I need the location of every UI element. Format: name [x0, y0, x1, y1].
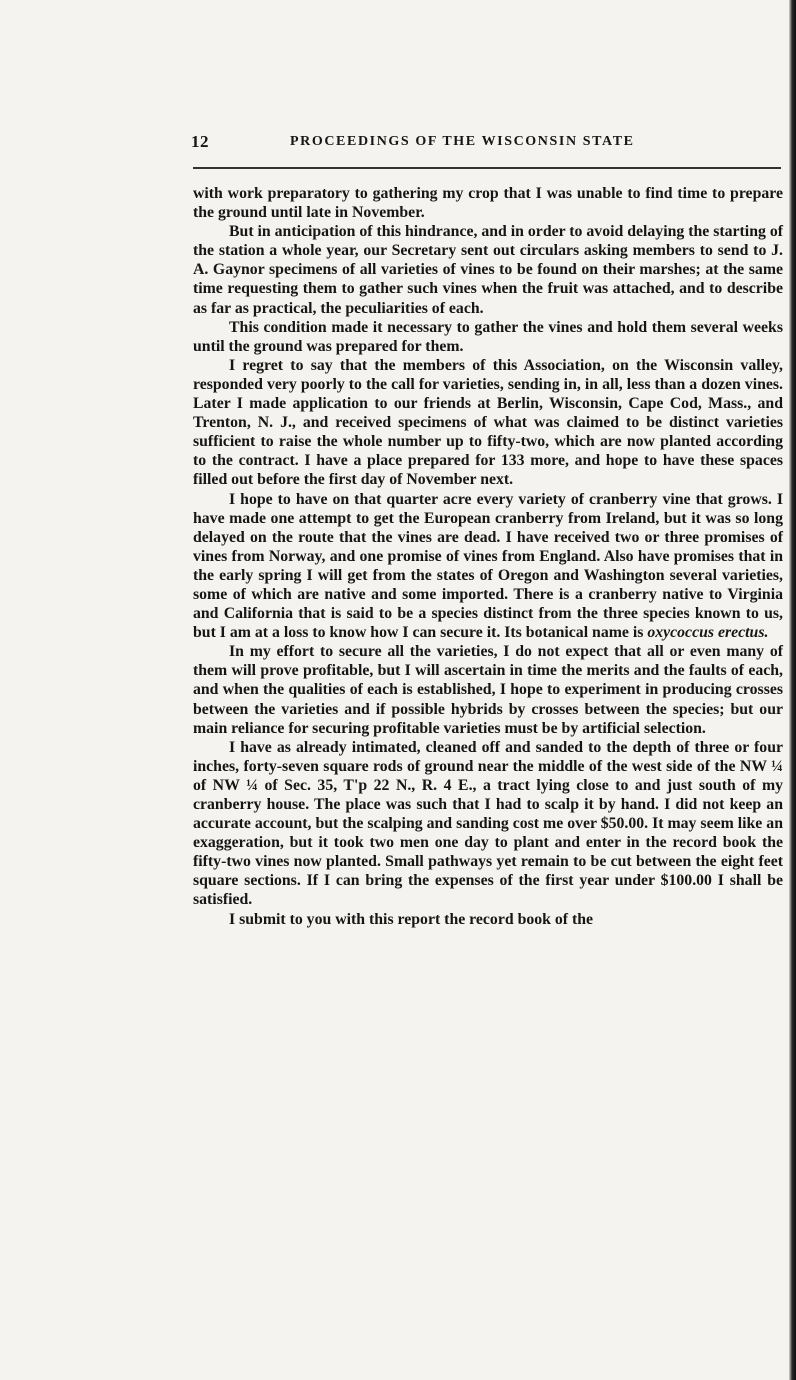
paragraph: This condition made it necessary to gather the vines and hold them several weeks until the ground was prepared for them. — [193, 318, 783, 355]
paragraph: In my effort to secure all the varieties, I do not expect that all or even many of them will prove profitable, but I will ascertain in time the merits and the faults of each, and when the qualities of each is established, I hope to experiment in producing crosses between the varieties and if possible hybrids by crosses between the species; but our main reliance for securing profitable varieties must be by artificial selection. — [193, 643, 783, 737]
paragraph: I have as already intimated, cleaned off and sanded to the depth of three or four inches, forty-seven square rods of ground near the middle of the west side of the NW ¼ of NW ¼ of Sec. 35, T'p 22 N., R. 4 E., a tract lying close to and just south of my cranberry house. The place was such that I had to scalp it by hand. I did not keep an accurate account, but the scalping and sanding cost me over $50.00. It may seem like an exaggeration, but it took two men one day to plant and enter in the record book the fifty-two vines now planted. Small pathways yet remain to be cut between the eight feet square sections. If I can bring the expenses of the first year under $100.00 I shall be satisfied. — [193, 738, 783, 909]
body-text — [193, 184, 783, 929]
running-title: PROCEEDINGS OF THE WISCONSIN STATE — [290, 134, 635, 149]
paragraph: I regret to say that the members of this Association, on the Wisconsin valley, responded very poorly to the call for varieties, sending in, in all, less than a dozen vines. Later I made application to our friends at Berlin, Wisconsin, Cape Cod, Mass., and Trenton, N. J., and received specimens of what was claimed to be distinct varieties sufficient to raise the whole number up to fifty-two, which are now planted according to the contract. I have a place prepared for 133 more, and hope to have these spaces filled out before the first day of November next. — [193, 356, 783, 489]
paragraph — [193, 490, 783, 643]
paragraph-text: I hope to have on that quarter acre every variety of cranberry vine that grows. I have made one attempt to get the European cranberry from Ireland, but it was so long delayed on the route that the vines are dead. I have received two or three promises of vines from Norway, and one promise of vines from England. Also have promises that in the early spring I will get from the states of Oregon and Washington several varieties, some of which are native and some imported. There is a cranberry native to Virginia and California that is said to be a species distinct from the three species known to us, but I am at a loss to know how I can secure it. Its botanical name is — [193, 490, 783, 642]
paragraph: But in anticipation of this hindrance, and in order to avoid delaying the starting of the station a whole year, our Secretary sent out circulars asking members to send to J. A. Gaynor specimens of all varieties of vines to be found on their marshes; at the same time requesting them to gather such vines when the fruit was attached, and to describe as far as practical, the peculiarities of each. — [193, 223, 783, 317]
scan-edge — [789, 0, 796, 1380]
paragraph: with work preparatory to gathering my crop that I was unable to find time to prepare the ground until late in November. — [193, 185, 783, 222]
page-number: 12 — [191, 132, 209, 151]
header-rule — [193, 167, 781, 169]
botanical-name: oxycoccus erectus. — [647, 624, 769, 642]
paragraph: I submit to you with this report the record book of the — [229, 910, 594, 928]
page-header — [191, 132, 776, 156]
